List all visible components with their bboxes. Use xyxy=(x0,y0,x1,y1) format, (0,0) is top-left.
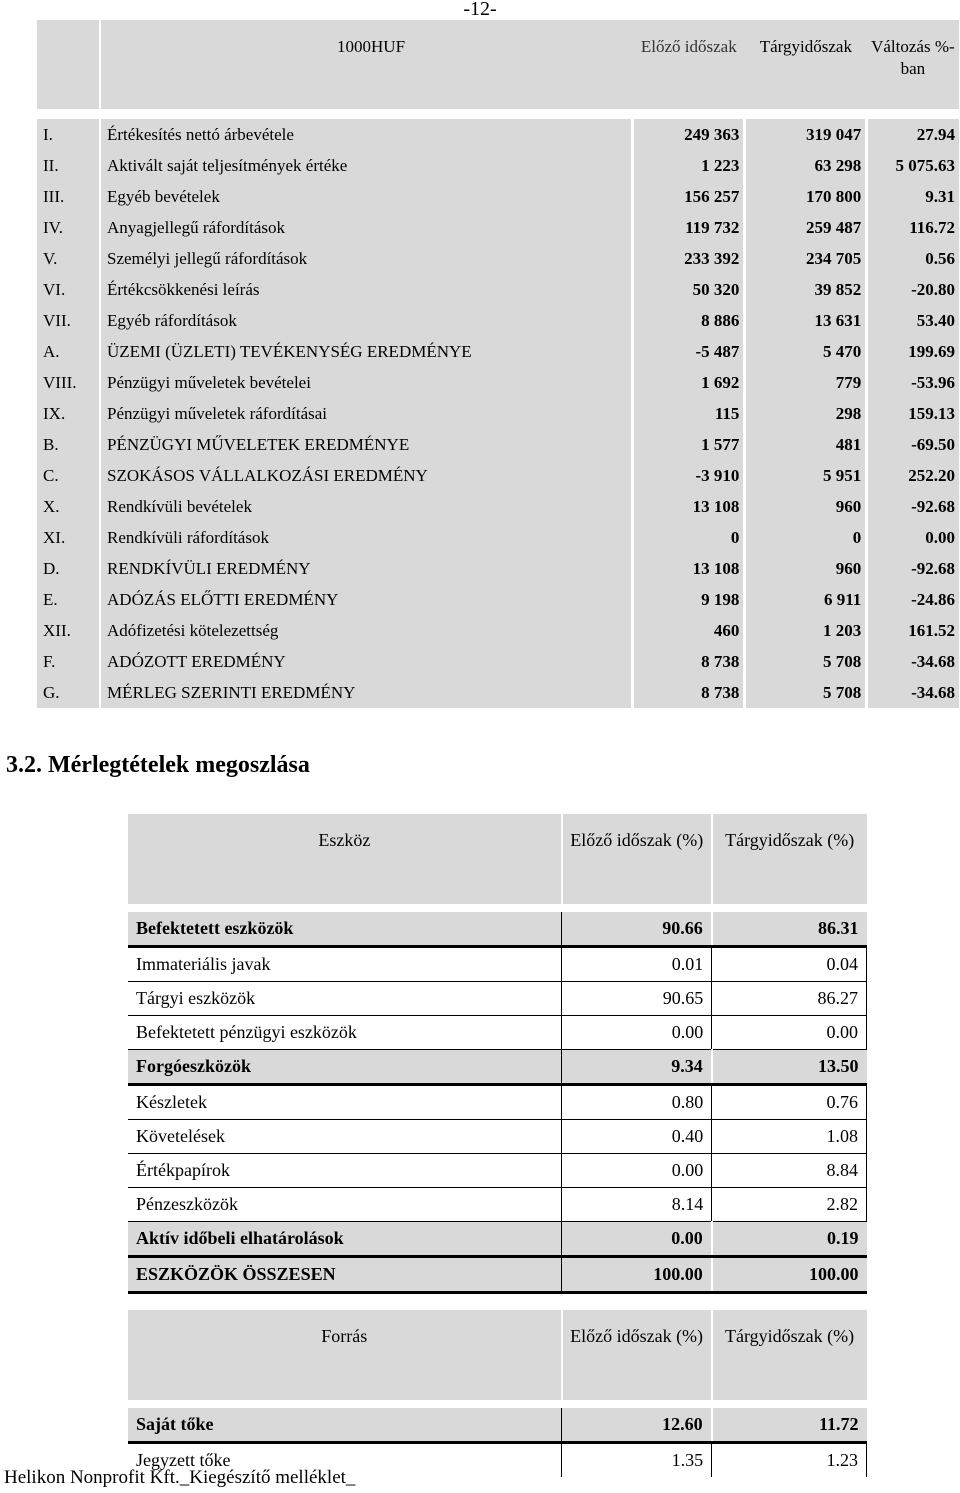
row-label: Egyéb bevételek xyxy=(100,181,633,212)
row-current-value: 960 xyxy=(745,553,867,584)
group-row xyxy=(128,1222,867,1257)
item-row xyxy=(128,1120,867,1154)
row-code: V. xyxy=(37,243,100,274)
income-row xyxy=(37,119,959,150)
row-previous-percent: 12.60 xyxy=(562,1404,712,1443)
row-name: Értékpapírok xyxy=(128,1154,562,1188)
group-row xyxy=(128,1050,867,1085)
row-name: Tárgyi eszközök xyxy=(128,982,562,1016)
row-current-value: 5 470 xyxy=(745,336,867,367)
row-change-value: -34.68 xyxy=(867,646,959,677)
row-current-value: 5 951 xyxy=(745,460,867,491)
row-previous-value: 1 692 xyxy=(633,367,745,398)
row-label: Pénzügyi műveletek bevételei xyxy=(100,367,633,398)
row-current-percent: 86.27 xyxy=(712,982,867,1016)
spacer-cell xyxy=(37,109,959,119)
footer: Helikon Nonprofit Kft._Kiegészítő melléklet_ xyxy=(4,1467,356,1488)
row-current-percent: 1.23 xyxy=(712,1443,867,1478)
row-previous-value: 9 198 xyxy=(633,584,745,615)
row-current-value: 234 705 xyxy=(745,243,867,274)
row-code: D. xyxy=(37,553,100,584)
row-name: ESZKÖZÖK ÖSSZESEN xyxy=(128,1257,562,1293)
income-row xyxy=(37,336,959,367)
row-name: Forgóeszközök xyxy=(128,1050,562,1085)
row-label: Anyagjellegű ráfordítások xyxy=(100,212,633,243)
row-code: I. xyxy=(37,119,100,150)
row-label: ADÓZÁS ELŐTTI EREDMÉNY xyxy=(100,584,633,615)
income-row xyxy=(37,305,959,336)
row-code: B. xyxy=(37,429,100,460)
row-change-value: 27.94 xyxy=(867,119,959,150)
row-previous-value: 13 108 xyxy=(633,553,745,584)
row-current-percent: 11.72 xyxy=(712,1404,867,1443)
assets-header-previous: Előző időszak (%) xyxy=(562,814,712,908)
item-row xyxy=(128,1016,867,1050)
row-current-value: 319 047 xyxy=(745,119,867,150)
row-current-value: 5 708 xyxy=(745,677,867,708)
header-spacer xyxy=(37,109,959,119)
row-current-percent: 0.76 xyxy=(712,1085,867,1120)
row-current-value: 298 xyxy=(745,398,867,429)
income-row xyxy=(37,212,959,243)
row-change-value: 5 075.63 xyxy=(867,150,959,181)
row-label: RENDKÍVÜLI EREDMÉNY xyxy=(100,553,633,584)
row-code: VI. xyxy=(37,274,100,305)
header-current-period: Tárgyidőszak xyxy=(745,20,867,109)
row-change-value: 252.20 xyxy=(867,460,959,491)
row-current-percent: 100.00 xyxy=(712,1257,867,1293)
income-row xyxy=(37,243,959,274)
row-previous-value: 249 363 xyxy=(633,119,745,150)
row-previous-value: 115 xyxy=(633,398,745,429)
sources-header-name: Forrás xyxy=(128,1310,562,1404)
row-current-value: 259 487 xyxy=(745,212,867,243)
row-label: Adófizetési kötelezettség xyxy=(100,615,633,646)
sources-header xyxy=(128,1310,867,1404)
row-change-value: -24.86 xyxy=(867,584,959,615)
row-label: ADÓZOTT EREDMÉNY xyxy=(100,646,633,677)
row-code: VII. xyxy=(37,305,100,336)
row-previous-value: 1 577 xyxy=(633,429,745,460)
row-current-value: 63 298 xyxy=(745,150,867,181)
row-previous-value: 156 257 xyxy=(633,181,745,212)
row-code: F. xyxy=(37,646,100,677)
row-current-value: 779 xyxy=(745,367,867,398)
row-label: Rendkívüli ráfordítások xyxy=(100,522,633,553)
row-current-percent: 8.84 xyxy=(712,1154,867,1188)
row-current-percent: 1.08 xyxy=(712,1120,867,1154)
row-name: Aktív időbeli elhatárolások xyxy=(128,1222,562,1257)
income-row xyxy=(37,615,959,646)
assets-table xyxy=(128,814,867,1294)
row-previous-value: 8 886 xyxy=(633,305,745,336)
item-row xyxy=(128,1085,867,1120)
row-current-value: 6 911 xyxy=(745,584,867,615)
row-label: PÉNZÜGYI MŰVELETEK EREDMÉNYE xyxy=(100,429,633,460)
sources-header-previous: Előző időszak (%) xyxy=(562,1310,712,1404)
row-code: II. xyxy=(37,150,100,181)
row-current-value: 960 xyxy=(745,491,867,522)
row-previous-percent: 0.01 xyxy=(562,947,712,982)
income-row xyxy=(37,677,959,708)
row-previous-percent: 8.14 xyxy=(562,1188,712,1222)
header-change-percent: Változás %-ban xyxy=(867,20,959,109)
row-current-value: 13 631 xyxy=(745,305,867,336)
row-current-percent: 0.04 xyxy=(712,947,867,982)
item-row xyxy=(128,1154,867,1188)
row-previous-percent: 0.00 xyxy=(562,1016,712,1050)
income-statement-body xyxy=(37,109,959,708)
row-current-value: 481 xyxy=(745,429,867,460)
row-label: Rendkívüli bevételek xyxy=(100,491,633,522)
income-row xyxy=(37,181,959,212)
income-row xyxy=(37,460,959,491)
row-code: III. xyxy=(37,181,100,212)
row-previous-percent: 0.80 xyxy=(562,1085,712,1120)
row-change-value: -69.50 xyxy=(867,429,959,460)
row-change-value: -92.68 xyxy=(867,491,959,522)
row-current-value: 1 203 xyxy=(745,615,867,646)
row-code: E. xyxy=(37,584,100,615)
row-change-value: 9.31 xyxy=(867,181,959,212)
income-row xyxy=(37,553,959,584)
row-previous-percent: 0.40 xyxy=(562,1120,712,1154)
row-previous-value: -5 487 xyxy=(633,336,745,367)
row-current-value: 0 xyxy=(745,522,867,553)
row-current-percent: 2.82 xyxy=(712,1188,867,1222)
row-change-value: 116.72 xyxy=(867,212,959,243)
row-name: Saját tőke xyxy=(128,1404,562,1443)
row-current-value: 170 800 xyxy=(745,181,867,212)
assets-body xyxy=(128,908,867,1293)
row-name: Befektetett pénzügyi eszközök xyxy=(128,1016,562,1050)
row-previous-percent: 1.35 xyxy=(562,1443,712,1478)
row-change-value: 159.13 xyxy=(867,398,959,429)
income-row xyxy=(37,398,959,429)
assets-header-current: Tárgyidőszak (%) xyxy=(712,814,867,908)
income-row xyxy=(37,150,959,181)
row-previous-percent: 90.65 xyxy=(562,982,712,1016)
row-label: ÜZEMI (ÜZLETI) TEVÉKENYSÉG EREDMÉNYE xyxy=(100,336,633,367)
row-code: IX. xyxy=(37,398,100,429)
row-previous-value: 1 223 xyxy=(633,150,745,181)
row-change-value: 0.56 xyxy=(867,243,959,274)
row-label: MÉRLEG SZERINTI EREDMÉNY xyxy=(100,677,633,708)
row-change-value: 0.00 xyxy=(867,522,959,553)
item-row xyxy=(128,947,867,982)
row-name: Jegyzett tőke xyxy=(128,1443,562,1478)
row-label: Pénzügyi műveletek ráfordításai xyxy=(100,398,633,429)
row-previous-value: 8 738 xyxy=(633,677,745,708)
row-previous-value: 233 392 xyxy=(633,243,745,274)
row-previous-percent: 90.66 xyxy=(562,908,712,947)
header-unit: 1000HUF xyxy=(100,20,633,109)
row-previous-value: -3 910 xyxy=(633,460,745,491)
row-code: A. xyxy=(37,336,100,367)
row-code: XII. xyxy=(37,615,100,646)
item-row xyxy=(128,982,867,1016)
row-code: G. xyxy=(37,677,100,708)
row-label: Aktivált saját teljesítmények értéke xyxy=(100,150,633,181)
row-label: Értékcsökkenési leírás xyxy=(100,274,633,305)
row-previous-value: 119 732 xyxy=(633,212,745,243)
assets-header xyxy=(128,814,867,908)
income-row xyxy=(37,584,959,615)
row-name: Követelések xyxy=(128,1120,562,1154)
row-label: Személyi jellegű ráfordítások xyxy=(100,243,633,274)
row-name: Immateriális javak xyxy=(128,947,562,982)
row-change-value: -92.68 xyxy=(867,553,959,584)
row-previous-value: 460 xyxy=(633,615,745,646)
income-row xyxy=(37,491,959,522)
row-name: Befektetett eszközök xyxy=(128,908,562,947)
income-row xyxy=(37,646,959,677)
row-change-value: 199.69 xyxy=(867,336,959,367)
row-change-value: 161.52 xyxy=(867,615,959,646)
row-code: X. xyxy=(37,491,100,522)
row-previous-percent: 0.00 xyxy=(562,1154,712,1188)
row-label: Értékesítés nettó árbevétele xyxy=(100,119,633,150)
row-previous-percent: 100.00 xyxy=(562,1257,712,1293)
row-previous-value: 0 xyxy=(633,522,745,553)
income-statement-table xyxy=(37,20,959,708)
income-row xyxy=(37,367,959,398)
row-current-percent: 0.00 xyxy=(712,1016,867,1050)
row-previous-percent: 0.00 xyxy=(562,1222,712,1257)
row-current-value: 39 852 xyxy=(745,274,867,305)
row-code: IV. xyxy=(37,212,100,243)
row-current-percent: 13.50 xyxy=(712,1050,867,1085)
row-change-value: -53.96 xyxy=(867,367,959,398)
page-number: -12- xyxy=(463,0,497,20)
row-name: Készletek xyxy=(128,1085,562,1120)
row-code: C. xyxy=(37,460,100,491)
row-current-percent: 86.31 xyxy=(712,908,867,947)
row-change-value: 53.40 xyxy=(867,305,959,336)
assets-header-name: Eszköz xyxy=(128,814,562,908)
row-change-value: -20.80 xyxy=(867,274,959,305)
group-row xyxy=(128,1257,867,1293)
income-row xyxy=(37,274,959,305)
row-name: Pénzeszközök xyxy=(128,1188,562,1222)
row-label: Egyéb ráfordítások xyxy=(100,305,633,336)
row-previous-value: 13 108 xyxy=(633,491,745,522)
row-code: XI. xyxy=(37,522,100,553)
header-code-cell xyxy=(37,20,100,109)
row-change-value: -34.68 xyxy=(867,677,959,708)
section-title: 3.2. Mérlegtételek megoszlása xyxy=(6,752,310,778)
row-current-percent: 0.19 xyxy=(712,1222,867,1257)
sources-table xyxy=(128,1310,867,1477)
row-previous-value: 8 738 xyxy=(633,646,745,677)
row-code: VIII. xyxy=(37,367,100,398)
income-row xyxy=(37,429,959,460)
row-previous-value: 50 320 xyxy=(633,274,745,305)
row-previous-percent: 9.34 xyxy=(562,1050,712,1085)
row-label: SZOKÁSOS VÁLLALKOZÁSI EREDMÉNY xyxy=(100,460,633,491)
group-row xyxy=(128,908,867,947)
sources-header-current: Tárgyidőszak (%) xyxy=(712,1310,867,1404)
header-previous-period: Előző időszak xyxy=(633,20,745,109)
group-row xyxy=(128,1404,867,1443)
income-statement-header xyxy=(37,20,959,109)
item-row xyxy=(128,1188,867,1222)
income-row xyxy=(37,522,959,553)
row-current-value: 5 708 xyxy=(745,646,867,677)
